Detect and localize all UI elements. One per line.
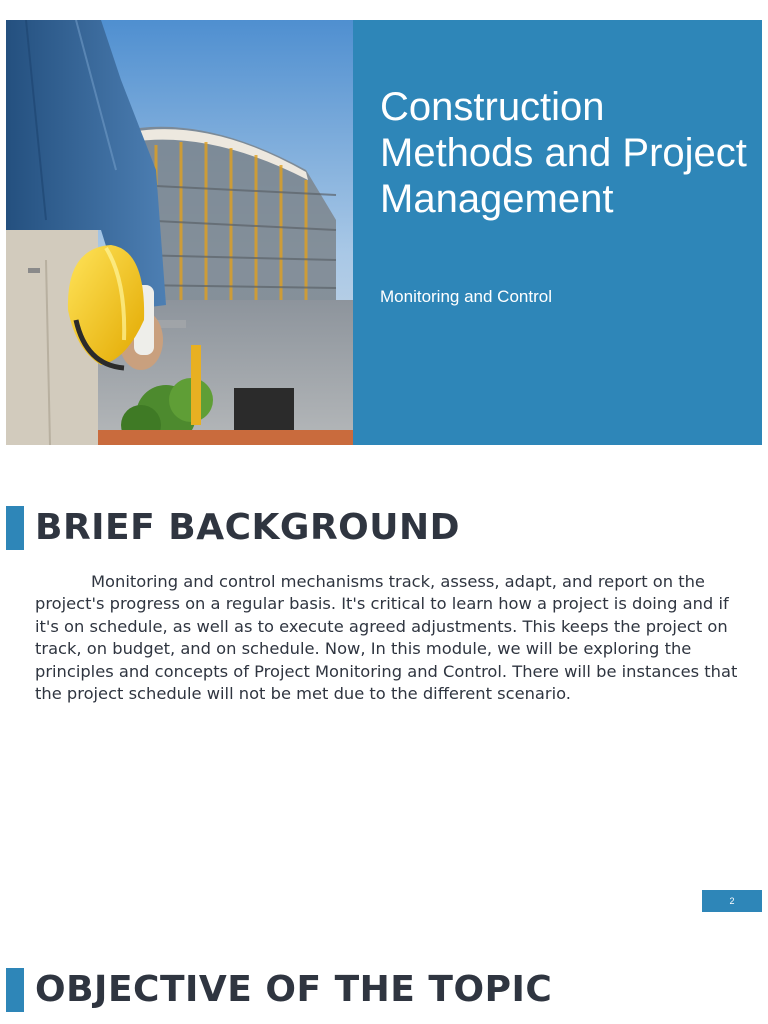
section-heading-objective: OBJECTIVE OF THE TOPIC <box>35 969 553 1010</box>
title-slide <box>6 20 762 445</box>
heading-accent-bar <box>6 506 24 550</box>
presentation-title: Construction Methods and Project Management <box>380 85 747 221</box>
background-paragraph: Monitoring and control mechanisms track, assess, adapt, and report on the project's progress on a regular basis. It's critical to learn how a project is doing and if it's on schedule, as well as to execute agreed adjustments. This keeps the project on track, on budget, and on schedule. Now, In this module, we will be exploring the principles and concepts of Project Monitoring and Control. There will be instances that the project schedule will not be met due to the different scenario. <box>35 572 738 704</box>
heading-accent-bar <box>6 968 24 1012</box>
presentation-subtitle: Monitoring and Control <box>380 287 552 306</box>
construction-worker-photo <box>6 20 353 445</box>
slide-page-number: 2 <box>702 890 762 912</box>
section-heading-brief-background: BRIEF BACKGROUND <box>35 507 461 548</box>
title-panel <box>353 20 762 445</box>
